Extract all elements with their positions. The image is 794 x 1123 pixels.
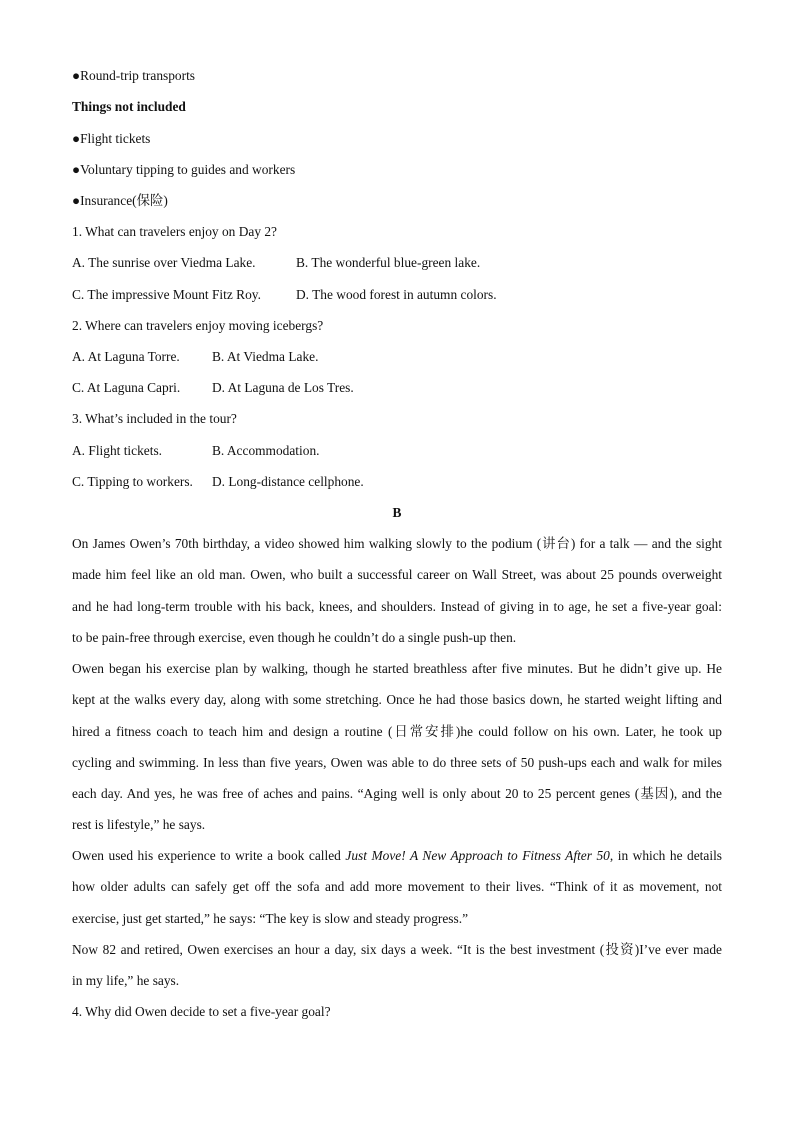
passage-line-with-book-title — [72, 848, 722, 864]
passage-line: how older adults can safely get off the sofa and add more movement to their lives. “Think of it as movement, not — [72, 879, 722, 894]
question-3-option-b: B. Accommodation. — [212, 443, 320, 458]
passage-line: rest is lifestyle,” he says. — [72, 817, 206, 832]
passage-line: exercise, just get started,” he says: “The key is slow and steady progress.” — [72, 911, 469, 926]
question-3-option-a: A. Flight tickets. — [72, 443, 163, 458]
question-2-option-d: D. At Laguna de Los Tres. — [212, 380, 354, 395]
passage-line: hired a fitness coach to teach him and design a routine (日常安排)he could follow on his own. Later, he took up — [72, 724, 722, 739]
question-2-stem: 2. Where can travelers enjoy moving icebergs? — [72, 318, 324, 333]
not-included-item: ●Voluntary tipping to guides and workers — [72, 162, 296, 177]
passage-line: to be pain-free through exercise, even though he couldn’t do a single push-up then. — [72, 630, 517, 645]
passage-line: Owen began his exercise plan by walking, though he started breathless after five minutes. But he didn’t give up. He — [72, 661, 722, 676]
question-1-option-d: D. The wood forest in autumn colors. — [296, 287, 497, 302]
passage-text: Owen used his experience to write a book called — [72, 848, 346, 863]
question-1-option-c: C. The impressive Mount Fitz Roy. — [72, 287, 261, 302]
included-item-transports: ●Round-trip transports — [72, 68, 196, 83]
question-2-option-c: C. At Laguna Capri. — [72, 380, 181, 395]
passage-line: Now 82 and retired, Owen exercises an hour a day, six days a week. “It is the best investment (投资)I’ve ever made — [72, 942, 722, 957]
passage-text: , in which he details — [609, 848, 722, 863]
question-1-option-a: A. The sunrise over Viedma Lake. — [72, 255, 256, 270]
not-included-item: ●Flight tickets — [72, 131, 151, 146]
passage-line: made him feel like an old man. Owen, who built a successful career on Wall Street, was about 25 pounds overweight — [72, 567, 722, 582]
passage-line: and he had long-term trouble with his back, knees, and shoulders. Instead of giving in to age, he set a five-year goal: — [72, 599, 722, 614]
question-2-option-a: A. At Laguna Torre. — [72, 349, 180, 364]
passage-line: in my life,” he says. — [72, 973, 180, 988]
section-b-label: B — [392, 505, 402, 520]
passage-line: each day. And yes, he was free of aches and pains. “Aging well is only about 20 to 25 percent genes (基因), and the — [72, 786, 722, 801]
passage-line: kept at the walks every day, along with some stretching. Once he had those basics down, he started weight lifting and — [72, 692, 722, 707]
not-included-heading: Things not included — [72, 99, 186, 114]
book-title: Just Move! A New Approach to Fitness After 50 — [345, 848, 610, 863]
question-3-option-c: C. Tipping to workers. — [72, 474, 193, 489]
question-2-option-b: B. At Viedma Lake. — [212, 349, 319, 364]
passage-line: On James Owen’s 70th birthday, a video showed him walking slowly to the podium (讲台) for a talk — and the sight — [72, 536, 722, 551]
question-3-stem: 3. What’s included in the tour? — [72, 411, 237, 426]
not-included-item: ●Insurance(保险) — [72, 193, 168, 208]
question-3-option-d: D. Long-distance cellphone. — [212, 474, 364, 489]
question-4-stem: 4. Why did Owen decide to set a five-year goal? — [72, 1004, 331, 1019]
passage-line: cycling and swimming. In less than five years, Owen was able to do three sets of 50 push-ups each and walk for miles — [72, 755, 722, 770]
question-1-stem: 1. What can travelers enjoy on Day 2? — [72, 224, 277, 239]
question-1-option-b: B. The wonderful blue-green lake. — [296, 255, 481, 270]
